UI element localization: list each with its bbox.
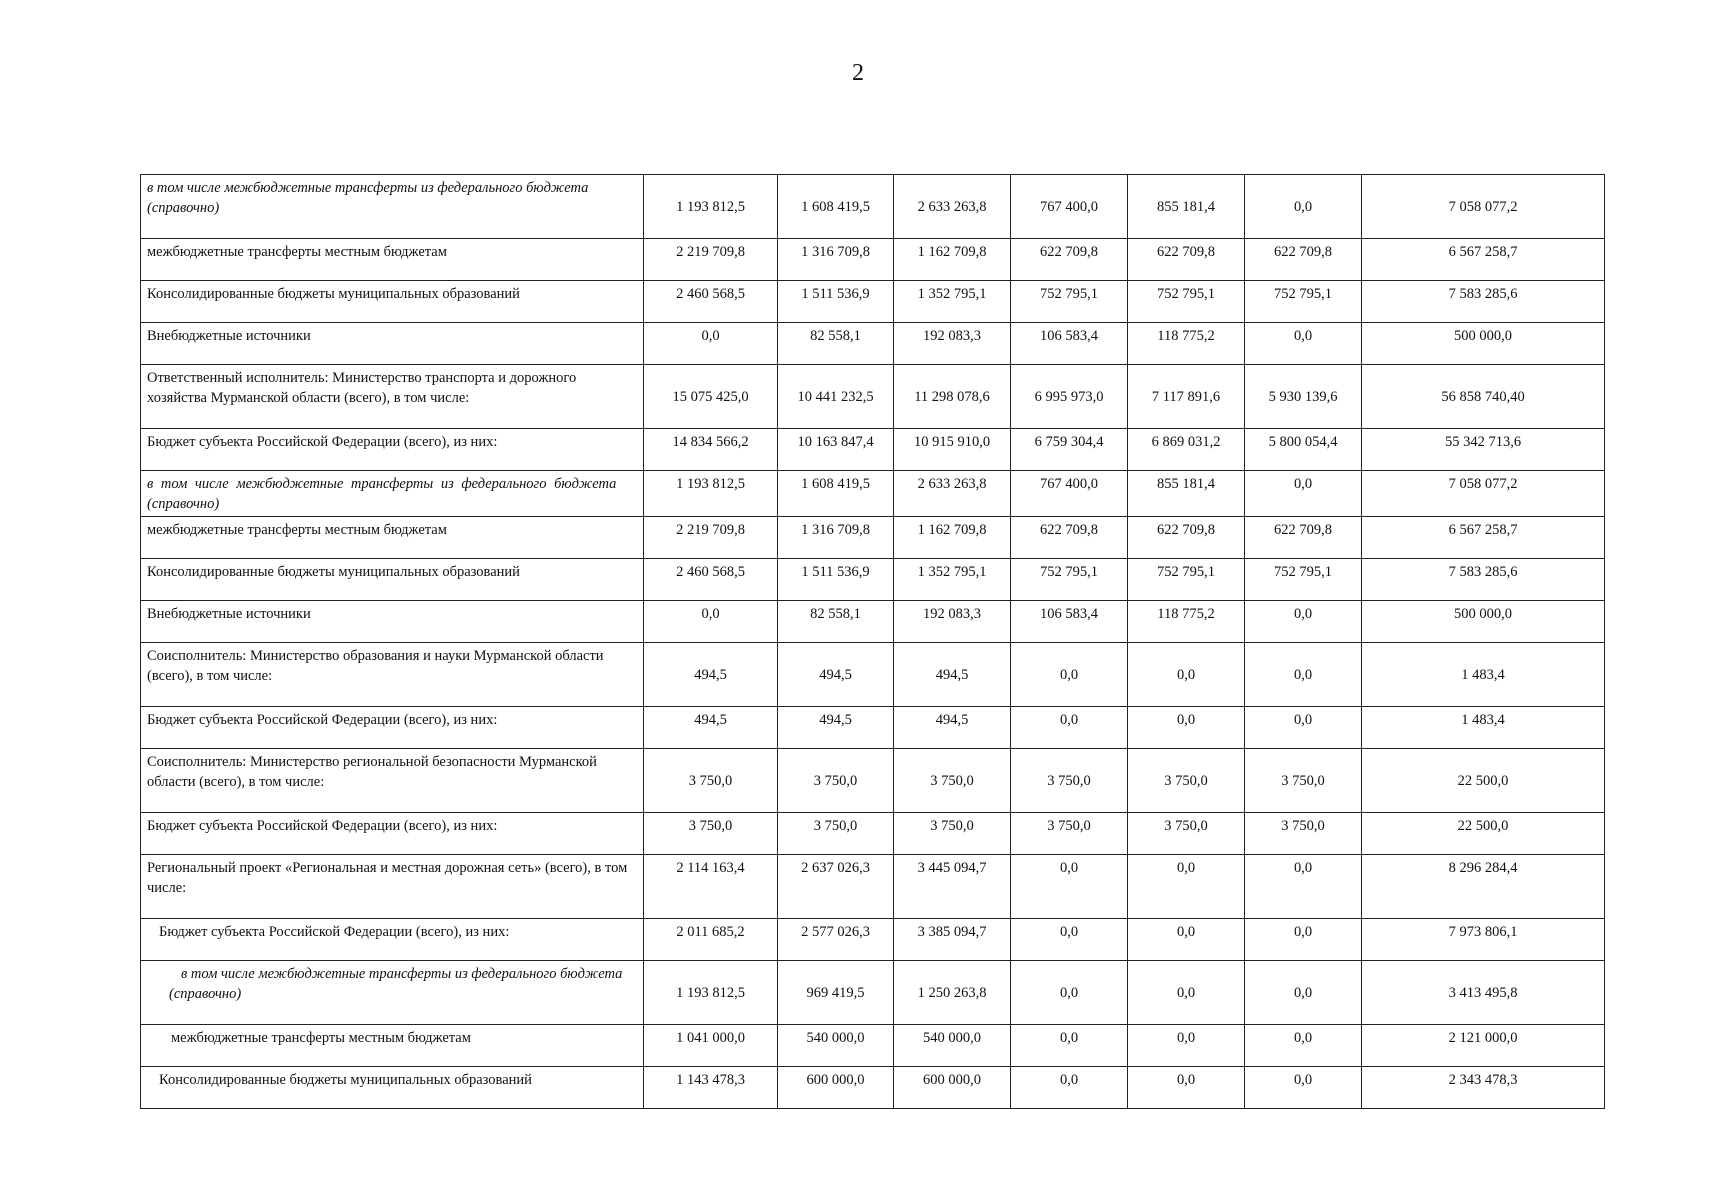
value-cell: 1 608 419,5 <box>778 471 894 517</box>
value-cell: 752 795,1 <box>1011 559 1128 601</box>
value-cell: 540 000,0 <box>894 1025 1011 1067</box>
total-cell: 3 413 495,8 <box>1362 961 1605 1025</box>
value-cell: 0,0 <box>1245 919 1362 961</box>
row-label: Консолидированные бюджеты муниципальных образований <box>141 559 644 601</box>
value-cell: 1 316 709,8 <box>778 517 894 559</box>
value-cell: 11 298 078,6 <box>894 365 1011 429</box>
table-row <box>141 1067 1605 1109</box>
value-cell: 5 930 139,6 <box>1245 365 1362 429</box>
value-cell: 3 750,0 <box>778 813 894 855</box>
row-label: Бюджет субъекта Российской Федерации (всего), из них: <box>141 707 644 749</box>
value-cell: 6 759 304,4 <box>1011 429 1128 471</box>
total-cell: 7 973 806,1 <box>1362 919 1605 961</box>
table-row <box>141 471 1605 517</box>
value-cell: 10 915 910,0 <box>894 429 1011 471</box>
value-cell: 0,0 <box>1011 707 1128 749</box>
budget-table <box>140 174 1605 1109</box>
value-cell: 752 795,1 <box>1128 281 1245 323</box>
value-cell: 3 750,0 <box>894 813 1011 855</box>
value-cell: 0,0 <box>1245 323 1362 365</box>
value-cell: 0,0 <box>644 601 778 643</box>
value-cell: 1 316 709,8 <box>778 239 894 281</box>
value-cell: 82 558,1 <box>778 601 894 643</box>
value-cell: 0,0 <box>1245 1067 1362 1109</box>
table-row <box>141 239 1605 281</box>
total-cell: 500 000,0 <box>1362 323 1605 365</box>
table-row <box>141 175 1605 239</box>
value-cell: 0,0 <box>1245 707 1362 749</box>
value-cell: 494,5 <box>778 707 894 749</box>
total-cell: 7 058 077,2 <box>1362 471 1605 517</box>
value-cell: 1 041 000,0 <box>644 1025 778 1067</box>
value-cell: 2 219 709,8 <box>644 517 778 559</box>
value-cell: 622 709,8 <box>1245 239 1362 281</box>
row-label: Внебюджетные источники <box>141 601 644 643</box>
value-cell: 0,0 <box>1128 961 1245 1025</box>
total-cell: 2 343 478,3 <box>1362 1067 1605 1109</box>
value-cell: 622 709,8 <box>1128 517 1245 559</box>
value-cell: 6 869 031,2 <box>1128 429 1245 471</box>
value-cell: 622 709,8 <box>1245 517 1362 559</box>
row-label: Бюджет субъекта Российской Федерации (всего), из них: <box>141 919 644 961</box>
value-cell: 0,0 <box>1128 707 1245 749</box>
value-cell: 767 400,0 <box>1011 175 1128 239</box>
value-cell: 7 117 891,6 <box>1128 365 1245 429</box>
value-cell: 1 193 812,5 <box>644 961 778 1025</box>
value-cell: 3 750,0 <box>1245 813 1362 855</box>
value-cell: 0,0 <box>1128 643 1245 707</box>
total-cell: 22 500,0 <box>1362 813 1605 855</box>
total-cell: 500 000,0 <box>1362 601 1605 643</box>
table-row <box>141 281 1605 323</box>
row-label: Бюджет субъекта Российской Федерации (всего), из них: <box>141 429 644 471</box>
value-cell: 622 709,8 <box>1128 239 1245 281</box>
value-cell: 622 709,8 <box>1011 239 1128 281</box>
value-cell: 1 608 419,5 <box>778 175 894 239</box>
value-cell: 3 750,0 <box>1128 813 1245 855</box>
value-cell: 969 419,5 <box>778 961 894 1025</box>
value-cell: 3 385 094,7 <box>894 919 1011 961</box>
row-label: Консолидированные бюджеты муниципальных образований <box>141 281 644 323</box>
total-cell: 7 058 077,2 <box>1362 175 1605 239</box>
value-cell: 106 583,4 <box>1011 323 1128 365</box>
value-cell: 494,5 <box>644 643 778 707</box>
value-cell: 2 219 709,8 <box>644 239 778 281</box>
value-cell: 752 795,1 <box>1245 559 1362 601</box>
total-cell: 1 483,4 <box>1362 643 1605 707</box>
row-label: Консолидированные бюджеты муниципальных образований <box>141 1067 644 1109</box>
value-cell: 3 750,0 <box>1011 813 1128 855</box>
value-cell: 1 511 536,9 <box>778 559 894 601</box>
value-cell: 3 750,0 <box>644 749 778 813</box>
value-cell: 494,5 <box>778 643 894 707</box>
value-cell: 2 114 163,4 <box>644 855 778 919</box>
value-cell: 3 750,0 <box>1011 749 1128 813</box>
value-cell: 0,0 <box>644 323 778 365</box>
table-row <box>141 855 1605 919</box>
value-cell: 5 800 054,4 <box>1245 429 1362 471</box>
value-cell: 622 709,8 <box>1011 517 1128 559</box>
value-cell: 0,0 <box>1245 961 1362 1025</box>
value-cell: 540 000,0 <box>778 1025 894 1067</box>
value-cell: 3 445 094,7 <box>894 855 1011 919</box>
value-cell: 767 400,0 <box>1011 471 1128 517</box>
total-cell: 8 296 284,4 <box>1362 855 1605 919</box>
value-cell: 1 162 709,8 <box>894 239 1011 281</box>
row-label: в том числе межбюджетные трансферты из федерального бюджета (справочно) <box>141 471 644 517</box>
value-cell: 1 193 812,5 <box>644 471 778 517</box>
value-cell: 118 775,2 <box>1128 323 1245 365</box>
value-cell: 494,5 <box>894 707 1011 749</box>
value-cell: 1 511 536,9 <box>778 281 894 323</box>
value-cell: 0,0 <box>1011 855 1128 919</box>
value-cell: 752 795,1 <box>1245 281 1362 323</box>
total-cell: 6 567 258,7 <box>1362 239 1605 281</box>
value-cell: 1 352 795,1 <box>894 281 1011 323</box>
value-cell: 494,5 <box>894 643 1011 707</box>
table-row <box>141 559 1605 601</box>
value-cell: 0,0 <box>1128 855 1245 919</box>
table-row <box>141 813 1605 855</box>
value-cell: 1 143 478,3 <box>644 1067 778 1109</box>
value-cell: 0,0 <box>1245 643 1362 707</box>
value-cell: 0,0 <box>1245 471 1362 517</box>
total-cell: 56 858 740,40 <box>1362 365 1605 429</box>
value-cell: 0,0 <box>1128 1067 1245 1109</box>
value-cell: 192 083,3 <box>894 601 1011 643</box>
row-label: Региональный проект «Региональная и местная дорожная сеть» (всего), в том числе: <box>141 855 644 919</box>
value-cell: 3 750,0 <box>1128 749 1245 813</box>
value-cell: 2 460 568,5 <box>644 559 778 601</box>
value-cell: 118 775,2 <box>1128 601 1245 643</box>
total-cell: 7 583 285,6 <box>1362 281 1605 323</box>
table-row <box>141 919 1605 961</box>
row-label: в том числе межбюджетные трансферты из федерального бюджета (справочно) <box>141 961 644 1025</box>
value-cell: 3 750,0 <box>644 813 778 855</box>
table-row <box>141 365 1605 429</box>
table-row <box>141 601 1605 643</box>
total-cell: 6 567 258,7 <box>1362 517 1605 559</box>
table-row <box>141 707 1605 749</box>
value-cell: 1 250 263,8 <box>894 961 1011 1025</box>
value-cell: 0,0 <box>1245 601 1362 643</box>
table-row <box>141 429 1605 471</box>
value-cell: 0,0 <box>1128 1025 1245 1067</box>
value-cell: 0,0 <box>1245 855 1362 919</box>
value-cell: 10 441 232,5 <box>778 365 894 429</box>
value-cell: 2 633 263,8 <box>894 471 1011 517</box>
value-cell: 106 583,4 <box>1011 601 1128 643</box>
budget-table-body <box>141 175 1605 1109</box>
value-cell: 0,0 <box>1011 643 1128 707</box>
table-row <box>141 749 1605 813</box>
value-cell: 6 995 973,0 <box>1011 365 1128 429</box>
total-cell: 55 342 713,6 <box>1362 429 1605 471</box>
table-row <box>141 323 1605 365</box>
row-label: межбюджетные трансферты местным бюджетам <box>141 1025 644 1067</box>
total-cell: 1 483,4 <box>1362 707 1605 749</box>
value-cell: 0,0 <box>1011 1067 1128 1109</box>
value-cell: 3 750,0 <box>778 749 894 813</box>
value-cell: 0,0 <box>1128 919 1245 961</box>
value-cell: 10 163 847,4 <box>778 429 894 471</box>
value-cell: 2 633 263,8 <box>894 175 1011 239</box>
value-cell: 0,0 <box>1245 1025 1362 1067</box>
value-cell: 0,0 <box>1011 919 1128 961</box>
value-cell: 855 181,4 <box>1128 175 1245 239</box>
table-row <box>141 517 1605 559</box>
row-label: Соисполнитель: Министерство образования и науки Мурманской области (всего), в том числе: <box>141 643 644 707</box>
row-label: Внебюджетные источники <box>141 323 644 365</box>
row-label: Ответственный исполнитель: Министерство транспорта и дорожного хозяйства Мурманской области (всего), в том числе: <box>141 365 644 429</box>
value-cell: 600 000,0 <box>778 1067 894 1109</box>
total-cell: 22 500,0 <box>1362 749 1605 813</box>
row-label: в том числе межбюджетные трансферты из федерального бюджета (справочно) <box>141 175 644 239</box>
total-cell: 7 583 285,6 <box>1362 559 1605 601</box>
value-cell: 752 795,1 <box>1128 559 1245 601</box>
value-cell: 82 558,1 <box>778 323 894 365</box>
value-cell: 192 083,3 <box>894 323 1011 365</box>
value-cell: 2 460 568,5 <box>644 281 778 323</box>
page-number: 2 <box>852 60 864 86</box>
row-label: Соисполнитель: Министерство региональной безопасности Мурманской области (всего), в том числе: <box>141 749 644 813</box>
value-cell: 0,0 <box>1245 175 1362 239</box>
value-cell: 600 000,0 <box>894 1067 1011 1109</box>
table-row <box>141 643 1605 707</box>
value-cell: 3 750,0 <box>894 749 1011 813</box>
value-cell: 1 352 795,1 <box>894 559 1011 601</box>
value-cell: 0,0 <box>1011 1025 1128 1067</box>
value-cell: 1 162 709,8 <box>894 517 1011 559</box>
total-cell: 2 121 000,0 <box>1362 1025 1605 1067</box>
value-cell: 855 181,4 <box>1128 471 1245 517</box>
value-cell: 1 193 812,5 <box>644 175 778 239</box>
value-cell: 15 075 425,0 <box>644 365 778 429</box>
value-cell: 0,0 <box>1011 961 1128 1025</box>
value-cell: 494,5 <box>644 707 778 749</box>
row-label: Бюджет субъекта Российской Федерации (всего), из них: <box>141 813 644 855</box>
value-cell: 3 750,0 <box>1245 749 1362 813</box>
row-label: межбюджетные трансферты местным бюджетам <box>141 517 644 559</box>
row-label: межбюджетные трансферты местным бюджетам <box>141 239 644 281</box>
value-cell: 2 637 026,3 <box>778 855 894 919</box>
value-cell: 14 834 566,2 <box>644 429 778 471</box>
table-row <box>141 961 1605 1025</box>
value-cell: 752 795,1 <box>1011 281 1128 323</box>
table-row <box>141 1025 1605 1067</box>
value-cell: 2 577 026,3 <box>778 919 894 961</box>
value-cell: 2 011 685,2 <box>644 919 778 961</box>
